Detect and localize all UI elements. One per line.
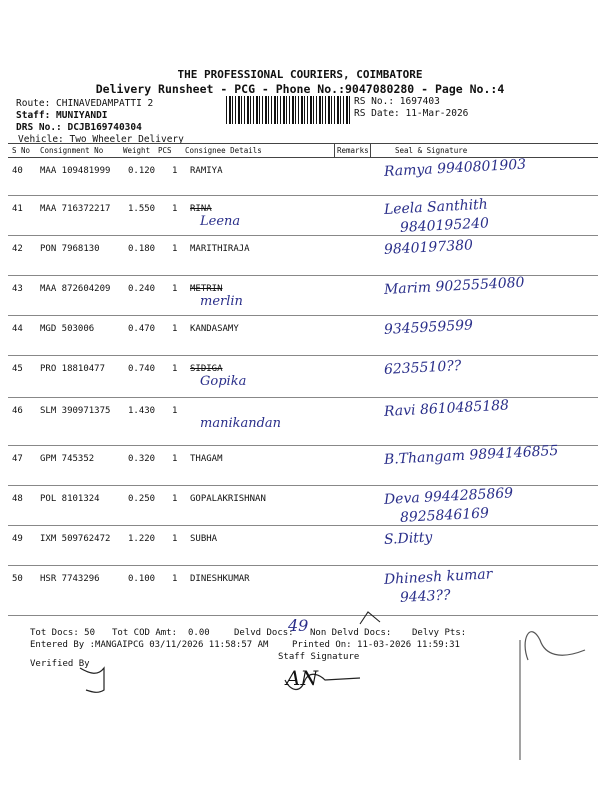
row-signature-extra: 9840195240: [399, 215, 490, 236]
row-weight: 1.550: [128, 204, 156, 214]
row-consignee: METRIN: [190, 284, 223, 294]
row-signature-extra: 8925846169: [399, 505, 490, 526]
col-weight: Weight: [123, 146, 151, 155]
company-title: THE PROFESSIONAL COURIERS, COIMBATORE: [177, 68, 423, 81]
row-signature: 9345959599: [383, 317, 474, 338]
runsheet-title: Delivery Runsheet - PCG - Phone No.:9047080280 - Page No.:4: [95, 82, 505, 96]
row-pcs: 1: [172, 324, 178, 334]
delivered-docs-written: 49: [288, 616, 309, 635]
entered-by: Entered By :MANGAIPCG 03/11/2026 11:58:57 AM: [30, 640, 269, 650]
row-consignment-no: SLM 390971375: [40, 406, 111, 416]
row-signature: Leela Santhith: [383, 196, 489, 218]
total-cod-label: Tot COD Amt:: [112, 628, 178, 638]
row-consignment-no: MAA 872604209: [40, 284, 111, 294]
row-pcs: 1: [172, 534, 178, 544]
row-signature: Deva 9944285869: [383, 485, 514, 508]
row-consignment-no: MAA 109481999: [40, 166, 111, 176]
col-sno: S No: [12, 146, 31, 155]
col-pcs: PCS: [158, 146, 172, 155]
row-weight: 1.430: [128, 406, 156, 416]
rs-date: RS Date: 11-Mar-2026: [354, 108, 469, 119]
row-pcs: 1: [172, 204, 178, 214]
row-signature: Ramya 9940801903: [383, 156, 527, 180]
row-weight: 0.180: [128, 244, 156, 254]
row-consignee: SUBHA: [190, 534, 218, 544]
row-consignee: DINESHKUMAR: [190, 574, 250, 584]
row-pcs: 1: [172, 284, 178, 294]
row-pcs: 1: [172, 494, 178, 504]
row-handwritten-name: merlin: [200, 294, 243, 309]
staff-label: Staff: MUNIYANDI: [16, 110, 108, 121]
row-handwritten-name: manikandan: [200, 416, 282, 431]
col-consignment: Consignment No: [40, 146, 104, 155]
row-signature: 6235510??: [383, 357, 462, 378]
row-handwritten-name: Leena: [200, 214, 241, 229]
row-consignment-no: IXM 509762472: [40, 534, 111, 544]
row-sno: 50: [12, 574, 23, 584]
row-consignment-no: MAA 716372217: [40, 204, 111, 214]
drs-number: DRS No.: DCJB169740304: [16, 122, 142, 133]
row-weight: 1.220: [128, 534, 156, 544]
row-weight: 0.740: [128, 364, 156, 374]
row-consignee: SIDIGA: [190, 364, 223, 374]
row-signature: Ravi 8610485188: [383, 397, 510, 420]
staff-signature-label: Staff Signature: [278, 652, 360, 662]
col-consignee: Consignee Details: [185, 146, 262, 155]
row-signature: Marim 9025554080: [383, 274, 525, 298]
row-weight: 0.320: [128, 454, 156, 464]
row-consignee: RINA: [190, 204, 212, 214]
row-consignee: KANDASAMY: [190, 324, 239, 334]
total-cod-value: 0.00: [188, 628, 210, 638]
row-sno: 48: [12, 494, 23, 504]
row-consignee: THAGAM: [190, 454, 223, 464]
row-signature: Dhinesh kumar: [383, 566, 493, 588]
row-pcs: 1: [172, 406, 178, 416]
row-pcs: 1: [172, 574, 178, 584]
row-sno: 49: [12, 534, 23, 544]
row-pcs: 1: [172, 166, 178, 176]
delivery-points-label: Delvy Pts:: [412, 628, 467, 638]
non-delivered-docs-label: Non Delvd Docs:: [310, 628, 392, 638]
row-consignment-no: POL 8101324: [40, 494, 100, 504]
verified-by-label: Verified By: [30, 659, 90, 669]
row-sno: 44: [12, 324, 23, 334]
row-consignment-no: PON 7968130: [40, 244, 100, 254]
verified-by-signature: [80, 668, 104, 692]
row-sno: 40: [12, 166, 23, 176]
row-pcs: 1: [172, 454, 178, 464]
row-weight: 0.240: [128, 284, 156, 294]
col-seal-signature: Seal & Signature: [395, 146, 468, 155]
total-docs: Tot Docs: 50: [30, 628, 96, 638]
row-weight: 0.250: [128, 494, 156, 504]
row-signature: B.Thangam 9894146855: [383, 442, 559, 468]
row-pcs: 1: [172, 244, 178, 254]
row-signature: S.Ditty: [383, 529, 433, 548]
route-label: Route: CHINAVEDAMPATTI 2: [16, 98, 154, 109]
row-consignee: RAMIYA: [190, 166, 223, 176]
row-signature-extra: 9443??: [399, 587, 451, 606]
row-consignee: MARITHIRAJA: [190, 244, 250, 254]
row-consignment-no: GPM 745352: [40, 454, 95, 464]
row-signature: 9840197380: [383, 237, 474, 258]
vehicle-label: Vehicle: Two Wheeler Delivery: [18, 134, 184, 145]
rs-number: RS No.: 1697403: [354, 96, 440, 107]
printed-on: Printed On: 11-03-2026 11:59:31: [292, 640, 460, 650]
row-sno: 41: [12, 204, 23, 214]
row-pcs: 1: [172, 364, 178, 374]
row-sno: 45: [12, 364, 23, 374]
row-sno: 46: [12, 406, 23, 416]
delivered-docs-label: Delvd Docs:: [234, 628, 294, 638]
col-remarks: Remarks: [337, 146, 369, 155]
row-handwritten-name: Gopika: [200, 374, 247, 389]
row-sno: 47: [12, 454, 23, 464]
row-weight: 0.100: [128, 574, 156, 584]
staff-signature-mark: AN: [286, 666, 318, 690]
delivery-points-tick: [360, 612, 380, 624]
row-weight: 0.470: [128, 324, 156, 334]
row-sno: 43: [12, 284, 23, 294]
row-consignee: GOPALAKRISHNAN: [190, 494, 266, 504]
row-weight: 0.120: [128, 166, 156, 176]
row-consignment-no: PRO 18810477: [40, 364, 106, 374]
row-consignment-no: HSR 7743296: [40, 574, 100, 584]
row-sno: 42: [12, 244, 23, 254]
seal-stamp-stroke: [525, 632, 585, 660]
row-consignment-no: MGD 503006: [40, 324, 95, 334]
